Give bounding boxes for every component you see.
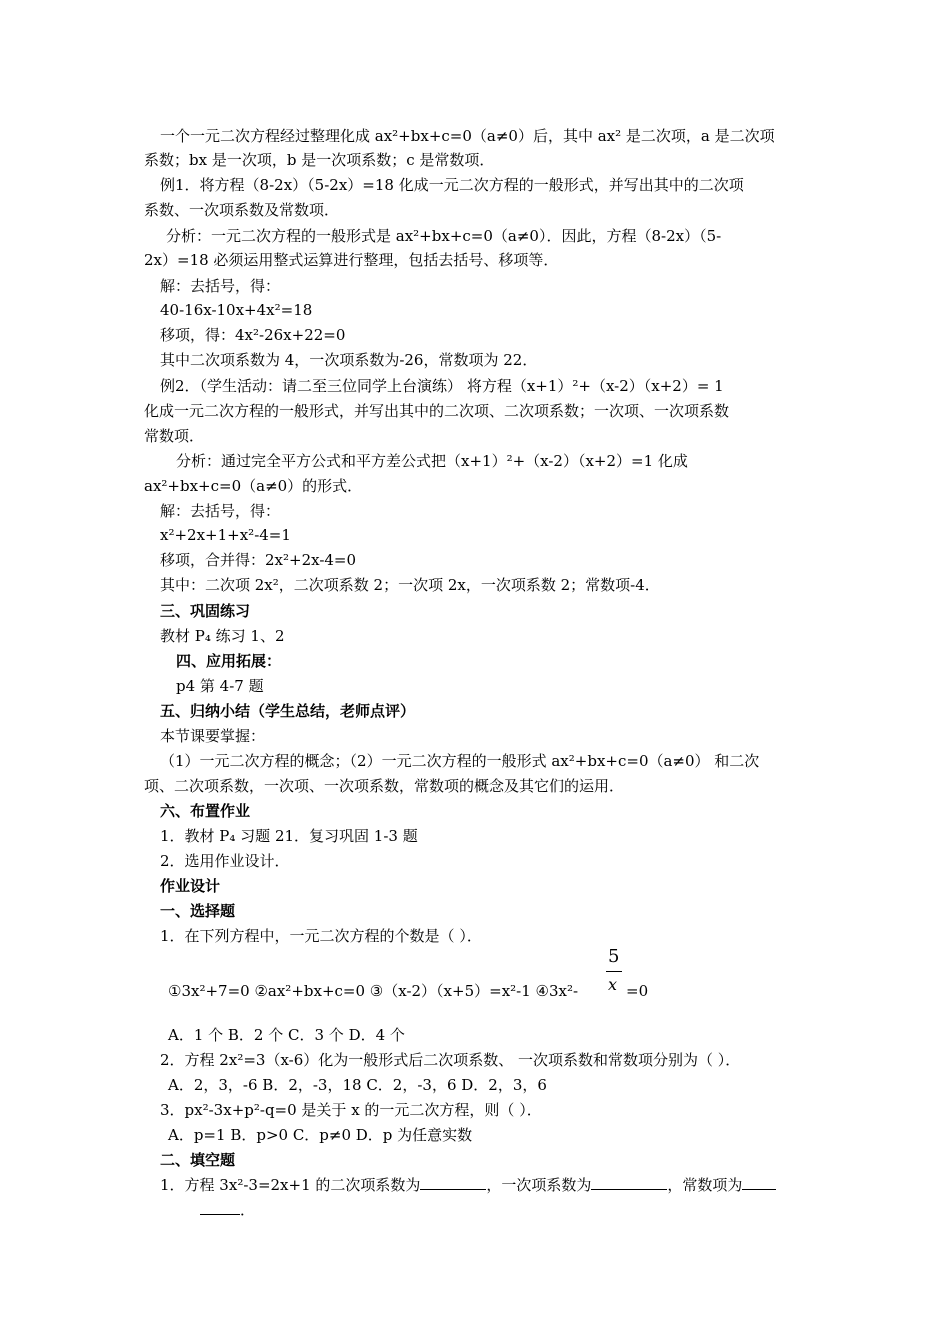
options-line-end: =0 <box>626 982 649 1000</box>
question-line: 1．在下列方程中，一元二次方程的个数是（ ）． <box>160 927 482 945</box>
paragraph-line: 教材 P₄ 练习 1、2 <box>160 627 285 645</box>
fraction-bar <box>606 971 622 972</box>
section-heading: 四、应用拓展： <box>176 652 282 670</box>
paragraph-line: 一个一元二次方程经过整理化成 ax²+bx+c=0（a≠0）后，其中 ax² 是二次项，a 是二次项 <box>160 127 775 145</box>
answer-blank[interactable] <box>591 1173 667 1190</box>
paragraph-line: 常数项． <box>144 427 205 445</box>
equation-line: 移项，得：4x²-26x+22=0 <box>160 326 346 344</box>
analysis-line: 分析：通过完全平方公式和平方差公式把（x+1）²+（x-2）（x+2）=1 化成 <box>176 452 688 470</box>
solution-line: 解：去括号，得： <box>160 277 281 295</box>
answer-blank[interactable] <box>742 1173 776 1190</box>
question-text: ． <box>240 1201 256 1219</box>
fraction-numerator: 5 <box>608 946 620 967</box>
paragraph-line: （1）一元二次方程的概念；（2）一元二次方程的一般形式 ax²+bx+c=0（a≠0） 和二次 <box>160 752 760 770</box>
list-item: 1．教材 P₄ 习题 21．复习巩固 1-3 题 <box>160 827 418 845</box>
list-item: 2．选用作业设计． <box>160 852 290 870</box>
solution-line: 解：去括号，得： <box>160 502 281 520</box>
paragraph-line: p4 第 4-7 题 <box>176 677 264 695</box>
analysis-line: 分析：一元二次方程的一般形式是 ax²+bx+c=0（a≠0）．因此，方程（8-2x）（5- <box>166 227 722 245</box>
equation-line: x²+2x+1+x²-4=1 <box>160 526 291 544</box>
options-line: A．2，3，-6 B．2，-3，18 C．2，-3，6 D．2，3，6 <box>168 1076 547 1094</box>
question-line: 2．方程 2x²=3（x-6）化为一般形式后二次项系数、 一次项系数和常数项分别为（ ）． <box>160 1051 741 1069</box>
paragraph-line: 本节课要掌握： <box>160 727 266 745</box>
section-heading: 三、巩固练习 <box>160 602 251 620</box>
fill-blank-continuation <box>200 1198 300 1222</box>
paragraph-line: ax²+bx+c=0（a≠0）的形式． <box>144 477 363 495</box>
fraction-denominator: x <box>608 975 618 994</box>
section-heading: 二、填空题 <box>160 1151 236 1169</box>
question-text: ，一次项系数为 <box>486 1176 592 1194</box>
paragraph-line: 2x）=18 必须运用整式运算进行整理，包括去括号、移项等． <box>144 251 559 269</box>
example-1-line: 例1．将方程（8-2x）（5-2x）=18 化成一元二次方程的一般形式，并写出其中的二次项 <box>160 176 744 194</box>
section-heading: 五、归纳小结（学生总结，老师点评） <box>160 702 416 720</box>
answer-blank[interactable] <box>200 1198 240 1215</box>
options-line: ①3x²+7=0 ②ax²+bx+c=0 ③（x-2）（x+5）=x²-1 ④3x²- <box>168 982 579 1000</box>
section-heading: 六、布置作业 <box>160 802 251 820</box>
paragraph-line: 其中：二次项 2x²，二次项系数 2；一次项 2x，一次项系数 2；常数项-4． <box>160 576 660 594</box>
paragraph-line: 其中二次项系数为 4，一次项系数为-26，常数项为 22． <box>160 351 538 369</box>
question-line: 3．px²-3x+p²-q=0 是关于 x 的一元二次方程，则（ ）． <box>160 1101 542 1119</box>
options-line: A．p=1 B．p>0 C．p≠0 D．p 为任意实数 <box>168 1126 473 1144</box>
paragraph-line: 化成一元二次方程的一般形式，并写出其中的二次项、二次项系数；一次项、一次项系数 <box>144 402 730 420</box>
answer-blank[interactable] <box>420 1173 486 1190</box>
section-heading: 一、选择题 <box>160 902 236 920</box>
options-line: A．1 个 B．2 个 C．3 个 D．4 个 <box>168 1026 405 1044</box>
paragraph-line: 项、二次项系数，一次项、一次项系数，常数项的概念及其它们的运用． <box>144 777 625 795</box>
example-2-line: 例2．（学生活动：请二至三位同学上台演练） 将方程（x+1）²+（x-2）（x+2）= 1 <box>160 377 724 395</box>
paragraph-line: 系数；bx 是一次项，b 是一次项系数；c 是常数项． <box>144 151 495 169</box>
equation-line: 移项，合并得：2x²+2x-4=0 <box>160 551 357 569</box>
fill-blank-question <box>160 1173 808 1197</box>
question-text: 1．方程 3x²-3=2x+1 的二次项系数为 <box>160 1176 421 1194</box>
equation-line: 40-16x-10x+4x²=18 <box>160 301 313 319</box>
question-text: ，常数项为 <box>667 1176 743 1194</box>
section-heading: 作业设计 <box>160 877 221 895</box>
paragraph-line: 系数、一次项系数及常数项． <box>144 201 340 219</box>
